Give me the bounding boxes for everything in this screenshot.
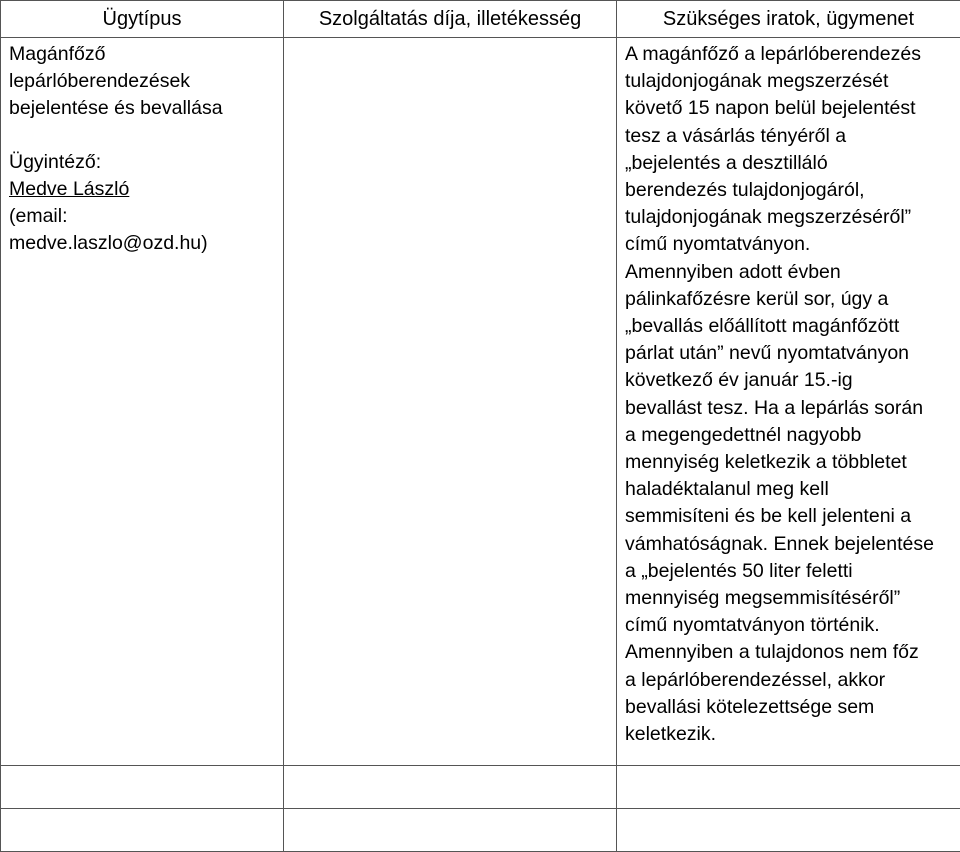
case-type-cell [1,38,284,766]
procedure-line: semmisíteni és be kell jelenteni a [625,503,952,530]
table-row [1,38,960,766]
procedure-line: a megengedettnél nagyobb [625,422,952,449]
procedure-line: című nyomtatványon történik. [625,612,952,639]
contact-label: Ügyintéző: [9,149,275,176]
procedure-line: bevallást tesz. Ha a lepárlás során [625,395,952,422]
procedure-line: berendezés tulajdonjogáról, [625,177,952,204]
procedure-line: a lepárlóberendezéssel, akkor [625,667,952,694]
procedure-line: vámhatóságnak. Ennek bejelentése [625,531,952,558]
procedure-line: következő év január 15.-ig [625,367,952,394]
procedure-line: „bevallás előállított magánfőzött [625,313,952,340]
contact-name: Medve László [9,176,275,203]
empty-cell [1,766,284,809]
procedure-line: haladéktalanul meg kell [625,476,952,503]
procedure-line: pálinkafőzésre kerül sor, úgy a [625,286,952,313]
fee-cell [284,38,617,766]
procedure-line: tulajdonjogának megszerzéséről” [625,204,952,231]
spacer [9,122,275,149]
procedure-line: „bejelentés a desztilláló [625,150,952,177]
empty-cell [1,809,284,852]
empty-cell [284,809,617,852]
procedure-line: tulajdonjogának megszerzését [625,68,952,95]
case-title-line: bejelentése és bevallása [9,95,275,122]
procedure-line: keletkezik. [625,721,952,748]
email-link[interactable]: medve.laszlo@ozd.hu) [9,230,275,257]
empty-cell [617,766,960,809]
empty-table-row [1,766,960,809]
email-label: (email: [9,203,275,230]
procedure-line: követő 15 napon belül bejelentést [625,95,952,122]
procedure-line: című nyomtatványon. [625,231,952,258]
case-title-line: lepárlóberendezések [9,68,275,95]
empty-cell [617,809,960,852]
table-header-row [1,1,960,38]
header-fee: Szolgáltatás díja, illetékesség [284,1,617,38]
procedure-line: párlat után” nevű nyomtatványon [625,340,952,367]
procedure-cell [617,38,960,766]
procedure-line: bevallási kötelezettsége sem [625,694,952,721]
case-title-line: Magánfőző [9,41,275,68]
procedure-line: mennyiség keletkezik a többletet [625,449,952,476]
procedure-line: a „bejelentés 50 liter feletti [625,558,952,585]
procedure-line: Amennyiben a tulajdonos nem főz [625,639,952,666]
header-documents: Szükséges iratok, ügymenet [617,1,960,38]
header-case-type: Ügytípus [1,1,284,38]
procedure-line: Amennyiben adott évben [625,259,952,286]
procedure-line: mennyiség megsemmisítéséről” [625,585,952,612]
procedure-line: A magánfőző a lepárlóberendezés [625,41,952,68]
empty-table-row [1,809,960,852]
empty-cell [284,766,617,809]
procedure-line: tesz a vásárlás tényéről a [625,123,952,150]
